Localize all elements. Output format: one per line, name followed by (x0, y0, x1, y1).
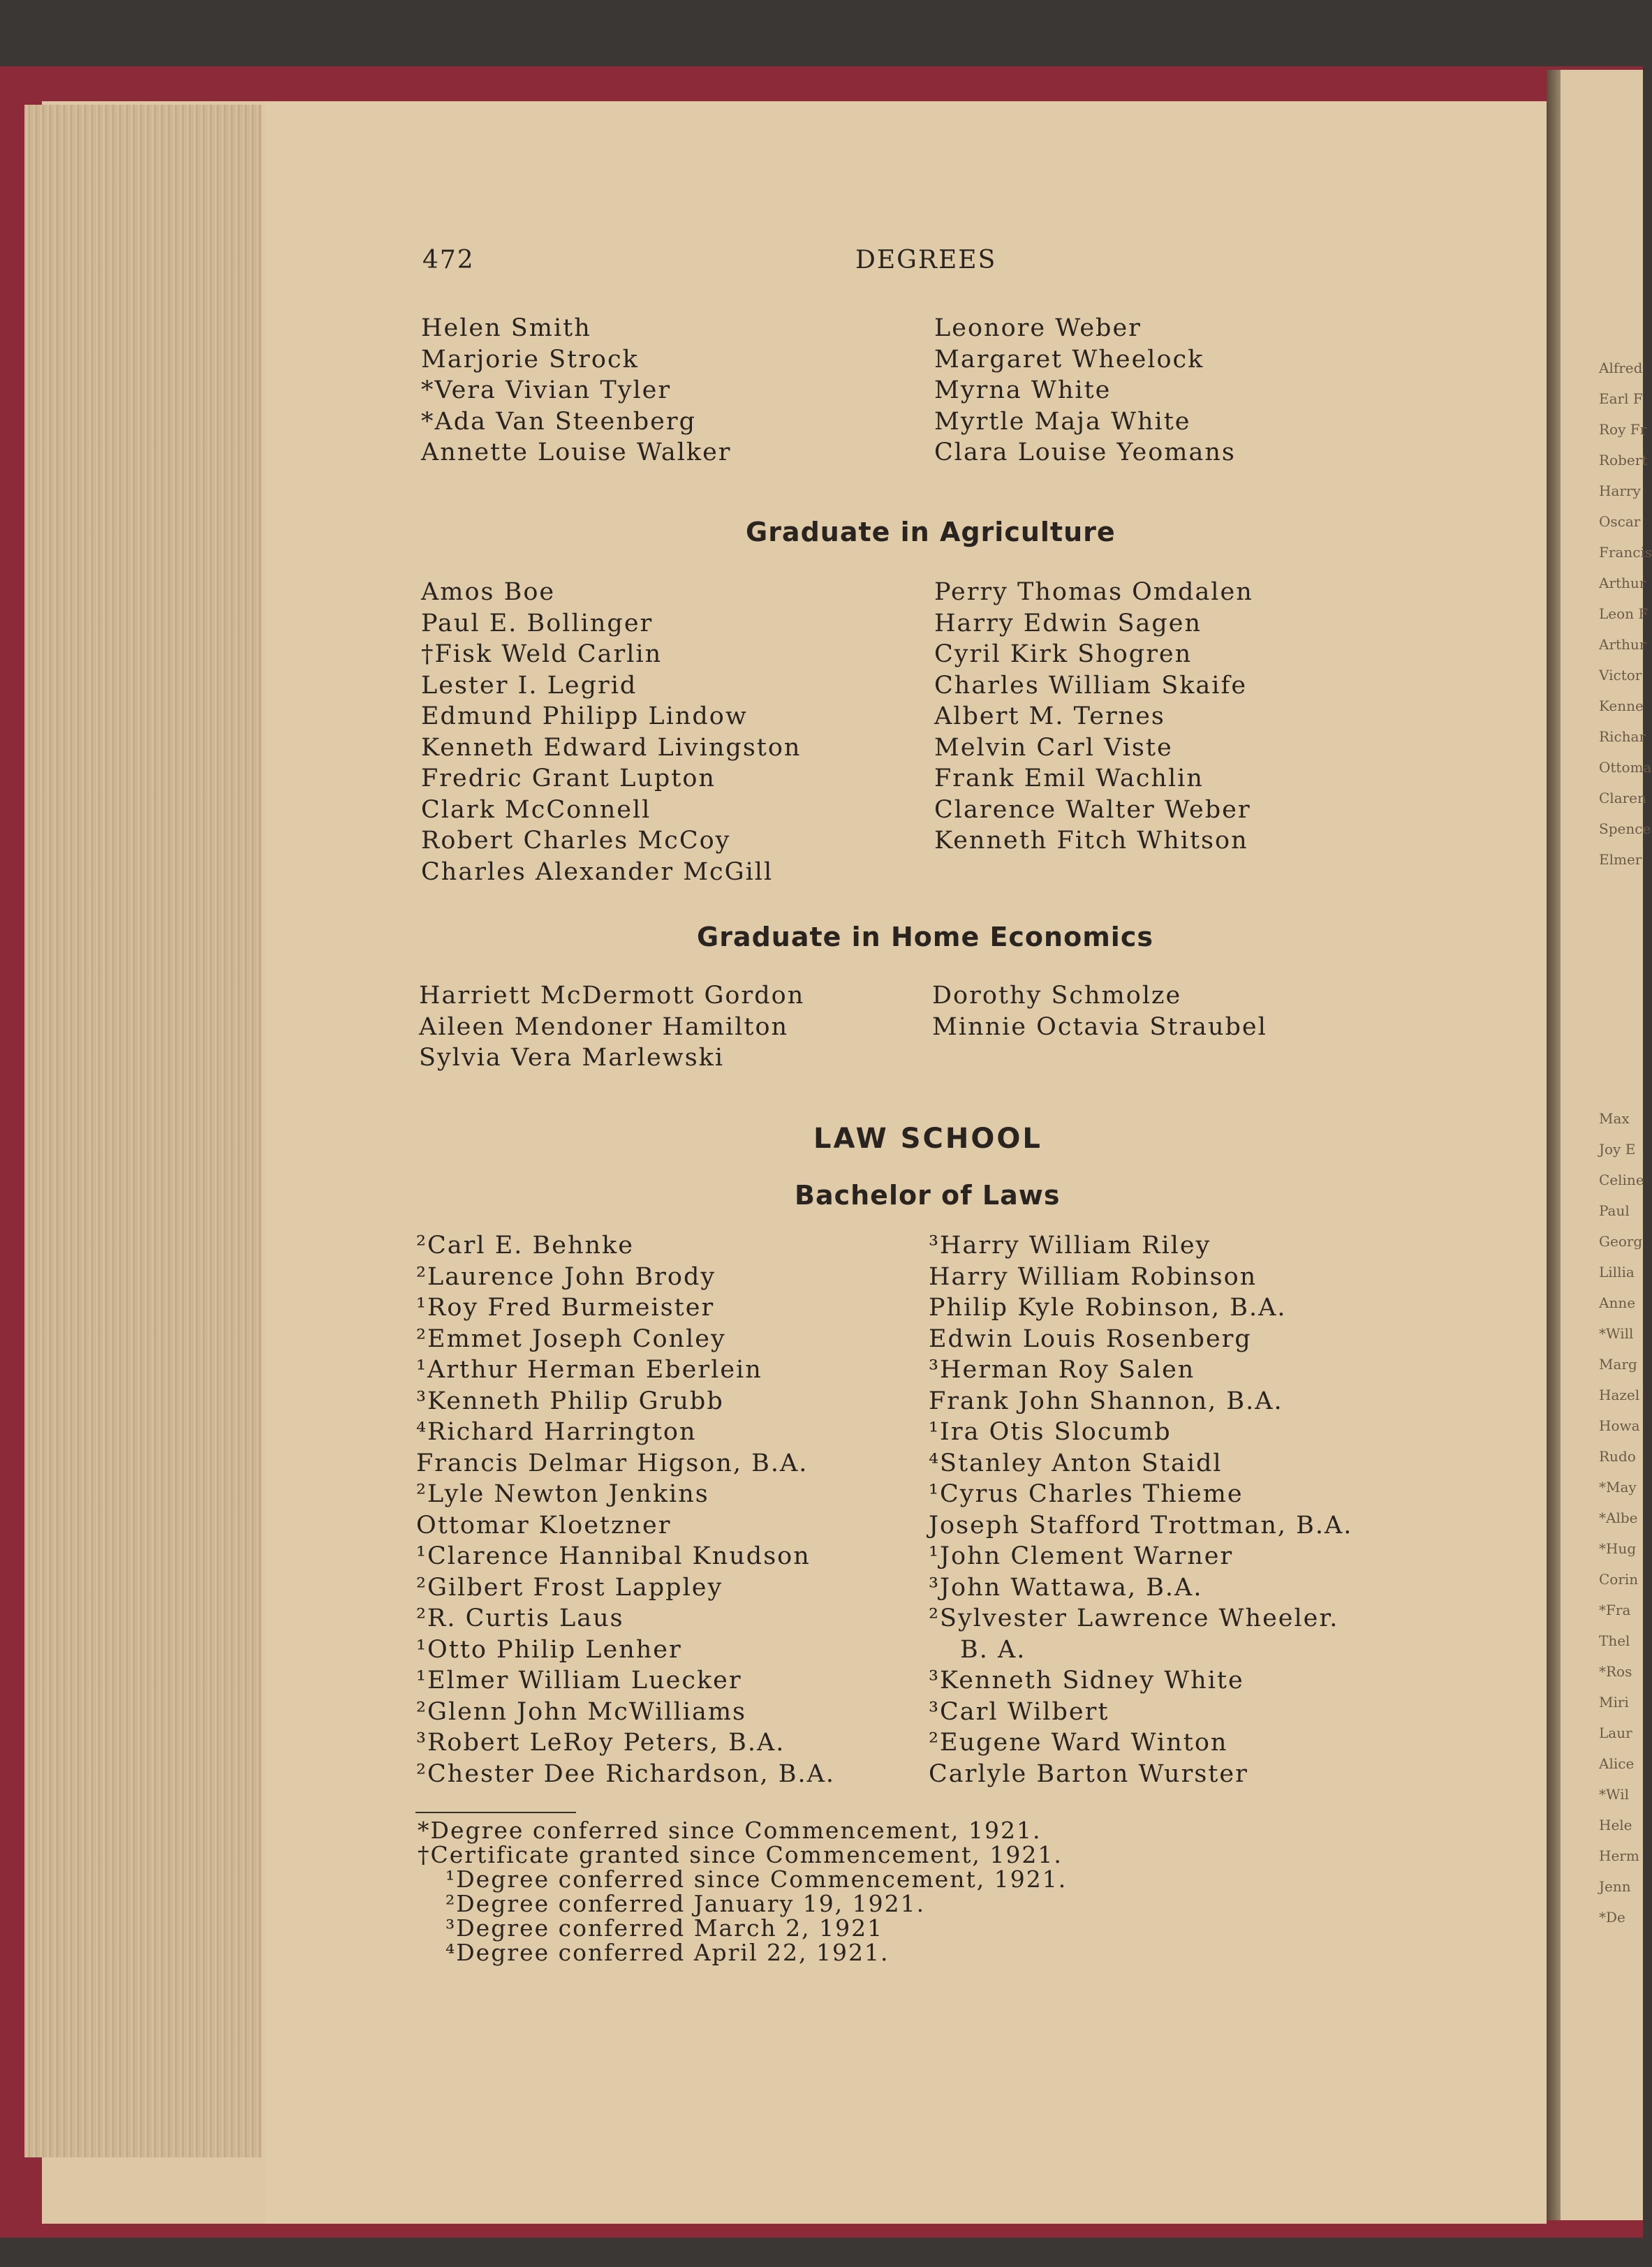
list-item: Philip Kyle Robinson, B.A. (929, 1294, 1287, 1322)
facing-page-fragments-lower: Max Joy E Celine Paul Georg Lillia Anne *Will Marg Hazel Howa Rudo *May *Albe *Hug Corin *Fra Thel *Ros Miri Laur Alice *Wil Hele Herm Jenn *De (1599, 1110, 1644, 1926)
list-item: Sylvia Vera Marlewski (419, 1044, 725, 1072)
bachelor-of-laws-heading: Bachelor of Laws (795, 1180, 1061, 1211)
list-item: ³Robert LeRoy Peters, B.A. (416, 1729, 786, 1757)
footnote-rule (415, 1812, 576, 1813)
facing-page-fragments-upper: Alfred Earl F Roy Fr Robert Harry Oscar Francis Arthur Leon F Arthur Victor Kenne Richar Ottoma Claren Spence Elmer (1599, 360, 1652, 868)
footnote: ³Degree conferred March 2, 1921 (445, 1914, 884, 1942)
list-item: Kenneth Fitch Whitson (934, 827, 1248, 855)
list-item: ³Herman Roy Salen (929, 1356, 1195, 1384)
list-item: Aileen Mendoner Hamilton (419, 1012, 789, 1041)
list-item: Kenneth Edward Livingston (421, 733, 802, 762)
list-item: Annette Louise Walker (421, 438, 732, 466)
list-item: ¹Arthur Herman Eberlein (416, 1356, 762, 1384)
list-item: Charles William Skaife (934, 671, 1248, 700)
list-item: Helen Smith (421, 314, 591, 342)
list-item: Marjorie Strock (421, 345, 639, 374)
list-item: Carlyle Barton Wurster (929, 1759, 1248, 1788)
list-item: Fredric Grant Lupton (421, 765, 716, 792)
list-item: Frank Emil Wachlin (934, 765, 1204, 792)
list-item: Amos Boe (421, 578, 556, 606)
agriculture-list-left (421, 577, 801, 887)
home-economics-heading: Graduate in Home Economics (697, 922, 1153, 952)
list-item: ²Gilbert Frost Lappley (416, 1573, 723, 1602)
list-item: ²Chester Dee Richardson, B.A. (416, 1759, 836, 1788)
list-item: Harry Edwin Sagen (934, 609, 1202, 637)
list-item: Robert Charles McCoy (421, 827, 731, 855)
list-item: ¹Clarence Hannibal Knudson (416, 1542, 811, 1570)
list-item: ¹Elmer William Luecker (416, 1667, 742, 1694)
list-item: Francis Delmar Higson, B.A. (416, 1449, 809, 1477)
law-school-heading: LAW SCHOOL (813, 1123, 1042, 1155)
list-item: Myrtle Maja White (934, 407, 1191, 436)
list-item: ¹Ira Otis Slocumb (929, 1418, 1172, 1446)
list-item: ²Glenn John McWilliams (416, 1697, 747, 1726)
footnote: ²Degree conferred January 19, 1921. (445, 1890, 926, 1917)
footnote: ¹Degree conferred since Commencement, 1921. (445, 1866, 1068, 1893)
home-economics-list-left (419, 980, 804, 1074)
footnote: *Degree conferred since Commencement, 1921. (418, 1817, 1042, 1844)
list-item: ¹Cyrus Charles Thieme (929, 1480, 1244, 1508)
list-item: *Ada Van Steenberg (421, 407, 697, 436)
list-item: Minnie Octavia Straubel (932, 1012, 1267, 1041)
list-item: ³John Wattawa, B.A. (929, 1573, 1203, 1602)
list-item: ⁴Stanley Anton Staidl (929, 1449, 1223, 1477)
list-item: Clarence Walter Weber (934, 795, 1251, 824)
list-item: Melvin Carl Viste (934, 733, 1173, 762)
top-list-left (421, 313, 732, 468)
list-item: ¹John Clement Warner (929, 1542, 1234, 1570)
top-list-right (934, 313, 1236, 468)
list-item: B. A. (960, 1635, 1026, 1664)
list-item: †Fisk Weld Carlin (421, 640, 663, 668)
law-list-right (929, 1230, 1352, 1789)
footnote: ⁴Degree conferred April 22, 1921. (445, 1939, 890, 1966)
list-item: Clark McConnell (421, 795, 651, 824)
list-item: Charles Alexander McGill (421, 857, 774, 886)
list-item: Frank John Shannon, B.A. (929, 1387, 1283, 1415)
footnote: †Certificate granted since Commencement, 1921. (418, 1841, 1063, 1868)
list-item: Perry Thomas Omdalen (934, 578, 1253, 606)
list-item: ¹Otto Philip Lenher (416, 1635, 682, 1664)
list-item: Harriett McDermott Gordon (419, 982, 805, 1010)
page-number: 472 (422, 246, 475, 274)
home-economics-list-right (932, 980, 1267, 1042)
list-item: ¹Roy Fred Burmeister (416, 1294, 715, 1322)
law-list-left (416, 1230, 835, 1789)
list-item: ²Eugene Ward Winton (929, 1729, 1228, 1757)
list-item: Joseph Stafford Trottman, B.A. (929, 1511, 1353, 1539)
list-item: ³Kenneth Sidney White (929, 1667, 1244, 1694)
list-item: Dorothy Schmolze (932, 982, 1182, 1010)
list-item: Cyril Kirk Shogren (934, 640, 1193, 668)
list-item: ²R. Curtis Laus (416, 1604, 624, 1632)
list-item: Clara Louise Yeomans (934, 438, 1236, 466)
list-item: ²Sylvester Lawrence Wheeler. (929, 1604, 1339, 1632)
agriculture-heading: Graduate in Agriculture (746, 517, 1116, 547)
list-item: Albert M. Ternes (934, 702, 1165, 730)
list-item: Harry William Robinson (929, 1262, 1258, 1291)
list-item: Ottomar Kloetzner (416, 1511, 672, 1539)
list-item: Paul E. Bollinger (421, 609, 654, 637)
page-edges (24, 105, 262, 2157)
list-item: Leonore Weber (934, 314, 1142, 342)
list-item: Margaret Wheelock (934, 345, 1204, 374)
list-item: Myrna White (934, 376, 1112, 404)
list-item: Lester I. Legrid (421, 671, 637, 700)
list-item: Edmund Philipp Lindow (421, 702, 748, 730)
list-item: ³Harry William Riley (929, 1232, 1211, 1260)
list-item: ³Carl Wilbert (929, 1697, 1109, 1726)
agriculture-list-right (934, 577, 1253, 857)
list-item: ²Laurence John Brody (416, 1262, 716, 1291)
list-item: ²Emmet Joseph Conley (416, 1324, 726, 1353)
list-item: ³Kenneth Philip Grubb (416, 1387, 724, 1415)
list-item: ²Carl E. Behnke (416, 1232, 634, 1260)
list-item: *Vera Vivian Tyler (421, 376, 672, 404)
list-item: ⁴Richard Harrington (416, 1418, 697, 1446)
running-head: DEGREES (855, 246, 997, 274)
list-item: Edwin Louis Rosenberg (929, 1324, 1252, 1353)
list-item: ²Lyle Newton Jenkins (416, 1480, 709, 1508)
